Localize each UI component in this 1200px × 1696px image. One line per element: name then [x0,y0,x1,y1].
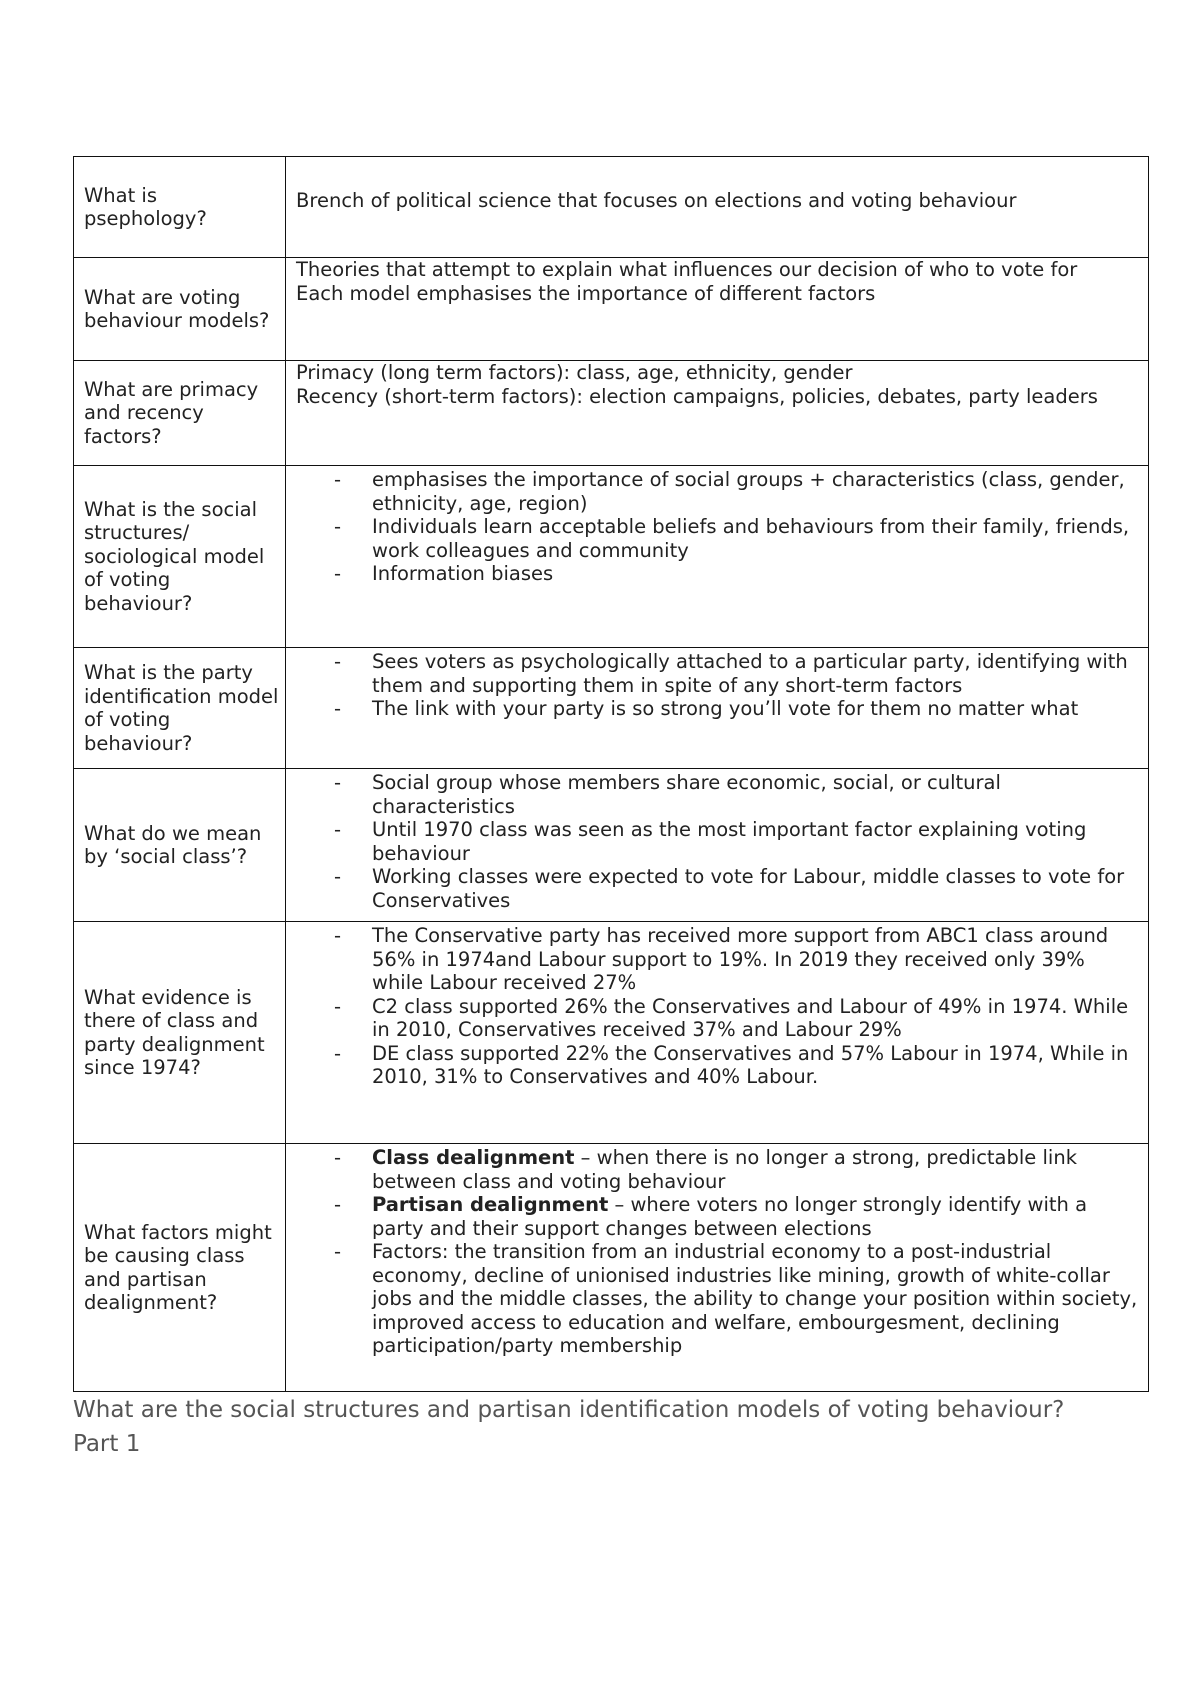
answer-cell [286,648,1149,769]
answer-bullet-list [296,1146,1140,1358]
answer-bullet-list [296,924,1140,1089]
title-line-2: Part 1 [73,1431,141,1457]
qa-table [73,156,1149,1392]
title-line-1: What are the social structures and partisan identification models of voting behaviour? [73,1397,1065,1423]
list-item: - The Conservative party has received more support from ABC1 class around 56% in 1974and Labour support to 19%. In 2019 they received only 39% while Labour received 27% [296,924,1140,995]
question-cell: What are primacy and recency factors? [74,361,286,466]
term-class-dealignment: Class dealignment [372,1146,575,1169]
question-cell: What do we mean by ‘social class’? [74,769,286,922]
answer-text: Brench of political science that focuses on elections and voting behaviour [296,189,1017,212]
list-item: - C2 class supported 26% the Conservatives and Labour of 49% in 1974. While in 2010, Conservatives received 37% and Labour 29% [296,995,1140,1042]
answer-cell [286,466,1149,648]
answer-cell [286,258,1149,361]
definition-text: – when there is no longer a strong, predictable link between class and voting behaviour [372,1146,1077,1193]
answer-cell [286,1144,1149,1392]
answer-cell [286,922,1149,1144]
list-item: - Sees voters as psychologically attached to a particular party, identifying with them and supporting them in spite of any short-term factors [296,650,1140,697]
list-item: - Social group whose members share economic, social, or cultural characteristics [296,771,1140,818]
question-cell: What is the social structures/ sociological model of voting behaviour? [74,466,286,648]
term-partisan-dealignment: Partisan dealignment [372,1193,609,1216]
question-cell: What is the party identification model of voting behaviour? [74,648,286,769]
answer-cell [286,769,1149,922]
page-title [73,1393,1163,1461]
question-cell: What evidence is there of class and party dealignment since 1974? [74,922,286,1144]
list-item: - emphasises the importance of social groups + characteristics (class, gender, ethnicity, age, region) [296,468,1140,515]
list-item [296,1193,1140,1240]
list-item: - Working classes were expected to vote for Labour, middle classes to vote for Conservatives [296,865,1140,912]
answer-text: Primacy (long term factors): class, age, ethnicity, gender Recency (short-term factors): election campaigns, policies, debates, party leaders [296,361,1098,408]
answer-bullet-list [296,468,1140,586]
table-row [74,157,1149,258]
definition-text: – where voters no longer strongly identify with a party and their support changes between elections [372,1193,1088,1240]
list-item: - Until 1970 class was seen as the most important factor explaining voting behaviour [296,818,1140,865]
answer-text: Theories that attempt to explain what influences our decision of who to vote for Each model emphasises the importance of different factors [296,258,1078,305]
question-cell: What factors might be causing class and partisan dealignment? [74,1144,286,1392]
list-item: - Factors: the transition from an industrial economy to a post-industrial economy, decline of unionised industries like mining, growth of white-collar jobs and the middle classes, the ability to change your position within society, improved access to education and welfare, embourgesment, declining participation/party membership [296,1240,1140,1358]
list-item: - Individuals learn acceptable beliefs and behaviours from their family, friends, work colleagues and community [296,515,1140,562]
table-row [74,258,1149,361]
table-row [74,769,1149,922]
list-item: - Information biases [296,562,1140,586]
list-item: - DE class supported 22% the Conservatives and 57% Labour in 1974, While in 2010, 31% to Conservatives and 40% Labour. [296,1042,1140,1089]
table-row [74,922,1149,1144]
answer-bullet-list [296,771,1140,912]
table-row [74,1144,1149,1392]
answer-cell [286,157,1149,258]
table-row [74,361,1149,466]
answer-cell [286,361,1149,466]
answer-bullet-list [296,650,1140,721]
list-item [296,1146,1140,1193]
question-cell: What is psephology? [74,157,286,258]
table-row [74,648,1149,769]
table-row [74,466,1149,648]
question-cell: What are voting behaviour models? [74,258,286,361]
list-item: - The link with your party is so strong you’ll vote for them no matter what [296,697,1140,721]
